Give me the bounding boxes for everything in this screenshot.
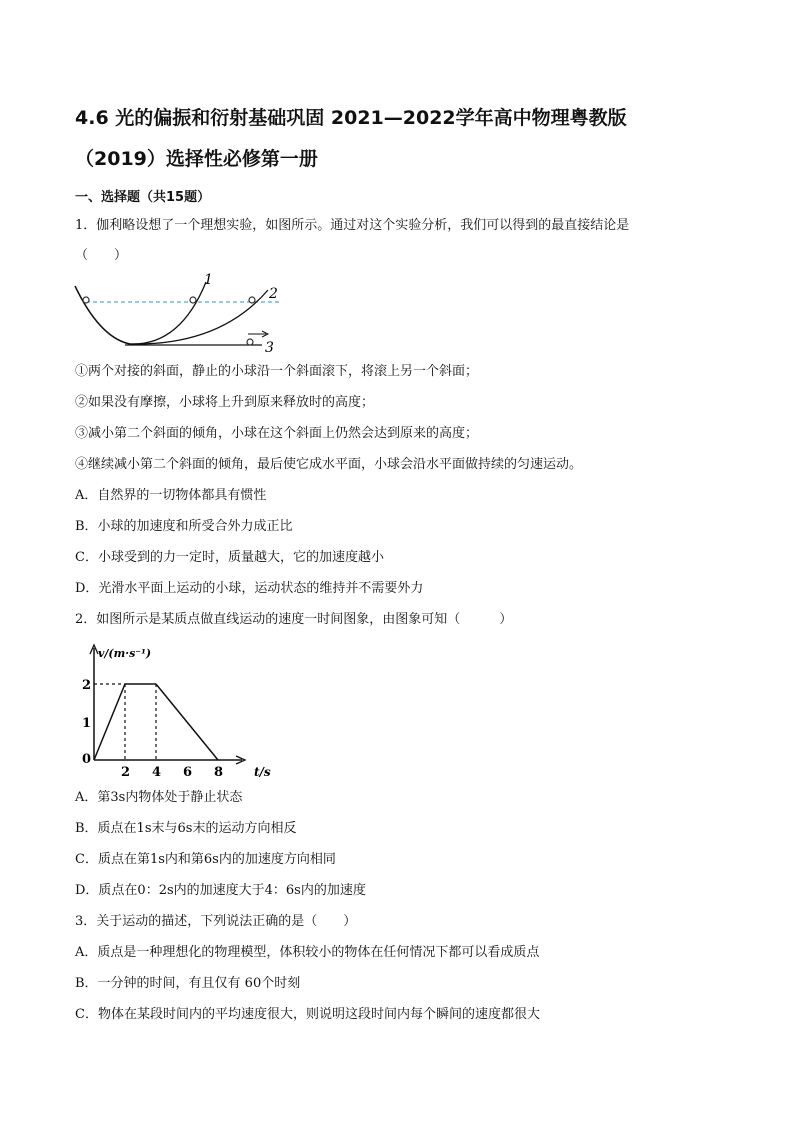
q3-stem: 3．关于运动的描述，下列说法正确的是（ ） (75, 914, 357, 929)
q3-option-b: B．一分钟的时间，有且仅有 60个时刻 (75, 976, 301, 991)
q1-statement: ②如果没有摩擦，小球将上升到原来释放时的高度； (75, 395, 375, 410)
velocity-time-chart (78, 642, 278, 782)
y-axis-label: v/(m·s⁻¹) (98, 647, 152, 660)
q1-incline-figure (70, 268, 290, 358)
q2-option-d: D．质点在0：2s内的加速度大于4：6s内的加速度 (75, 883, 366, 898)
ball-1 (190, 297, 196, 303)
document-title: 4.6 光的偏振和衍射基础巩固 2021—2022学年高中物理粤教版 (75, 107, 627, 129)
q1-answer-paren: （ ） (75, 248, 128, 263)
ball-3 (247, 339, 253, 345)
velocity-segment (94, 684, 125, 760)
q1-statement: ④继续减小第二个斜面的倾角，最后使它成水平面，小球会沿水平面做持续的匀速运动。 (75, 457, 583, 472)
x-tick-label: 6 (183, 765, 193, 780)
q3-option-c: C．物体在某段时间内的平均速度很大，则说明这段时间内每个瞬间的速度都很大 (75, 1007, 540, 1022)
chart-marks (82, 678, 223, 780)
q2-option-b: B．质点在1s末与6s末的运动方向相反 (75, 821, 297, 836)
q1-statement: ③减小第二个斜面的倾角，小球在这个斜面上仍然会达到原来的高度； (75, 426, 479, 441)
velocity-segment (156, 684, 218, 760)
x-axis-label: t/s (254, 765, 271, 779)
y-tick-label: 1 (82, 716, 92, 731)
q1-option-c: C．小球受到的力一定时，质量越大，它的加速度越小 (75, 550, 384, 565)
x-tick-label: 4 (152, 765, 162, 780)
q1-option-a: A．自然界的一切物体都具有惯性 (75, 488, 267, 503)
q1-option-d: D．光滑水平面上运动的小球，运动状态的维持并不需要外力 (75, 581, 424, 596)
x-tick-label: 0 (82, 752, 92, 767)
y-tick-label: 2 (82, 678, 92, 693)
label-1: 1 (204, 272, 213, 288)
label-3: 3 (265, 340, 274, 356)
ramp-curve-1 (130, 282, 206, 344)
ball-2 (249, 297, 255, 303)
label-2: 2 (269, 286, 278, 302)
q2-option-a: A．第3s内物体处于静止状态 (75, 790, 243, 805)
ball-start (83, 297, 89, 303)
document-title-continued: （2019）选择性必修第一册 (75, 148, 318, 170)
x-tick-label: 8 (214, 765, 224, 780)
q1-stem: 1．伽利略设想了一个理想实验，如图所示。通过对这个实验分析，我们可以得到的最直接结论是 (75, 218, 630, 233)
x-tick-label: 2 (121, 765, 131, 780)
q2-stem: 2．如图所示是某质点做直线运动的速度一时间图象，由图象可知（ ） (75, 612, 513, 627)
q1-statement: ①两个对接的斜面，静止的小球沿一个斜面滚下，将滚上另一个斜面； (75, 364, 479, 379)
q2-option-c: C．质点在第1s内和第6s内的加速度方向相同 (75, 852, 336, 867)
q1-option-b: B．小球的加速度和所受合外力成正比 (75, 519, 293, 534)
section-heading: 一、选择题（共15题） (75, 190, 211, 205)
ramp-curve-left (75, 286, 130, 344)
q3-option-a: A．质点是一种理想化的物理模型，体积较小的物体在任何情况下都可以看成质点 (75, 945, 540, 960)
